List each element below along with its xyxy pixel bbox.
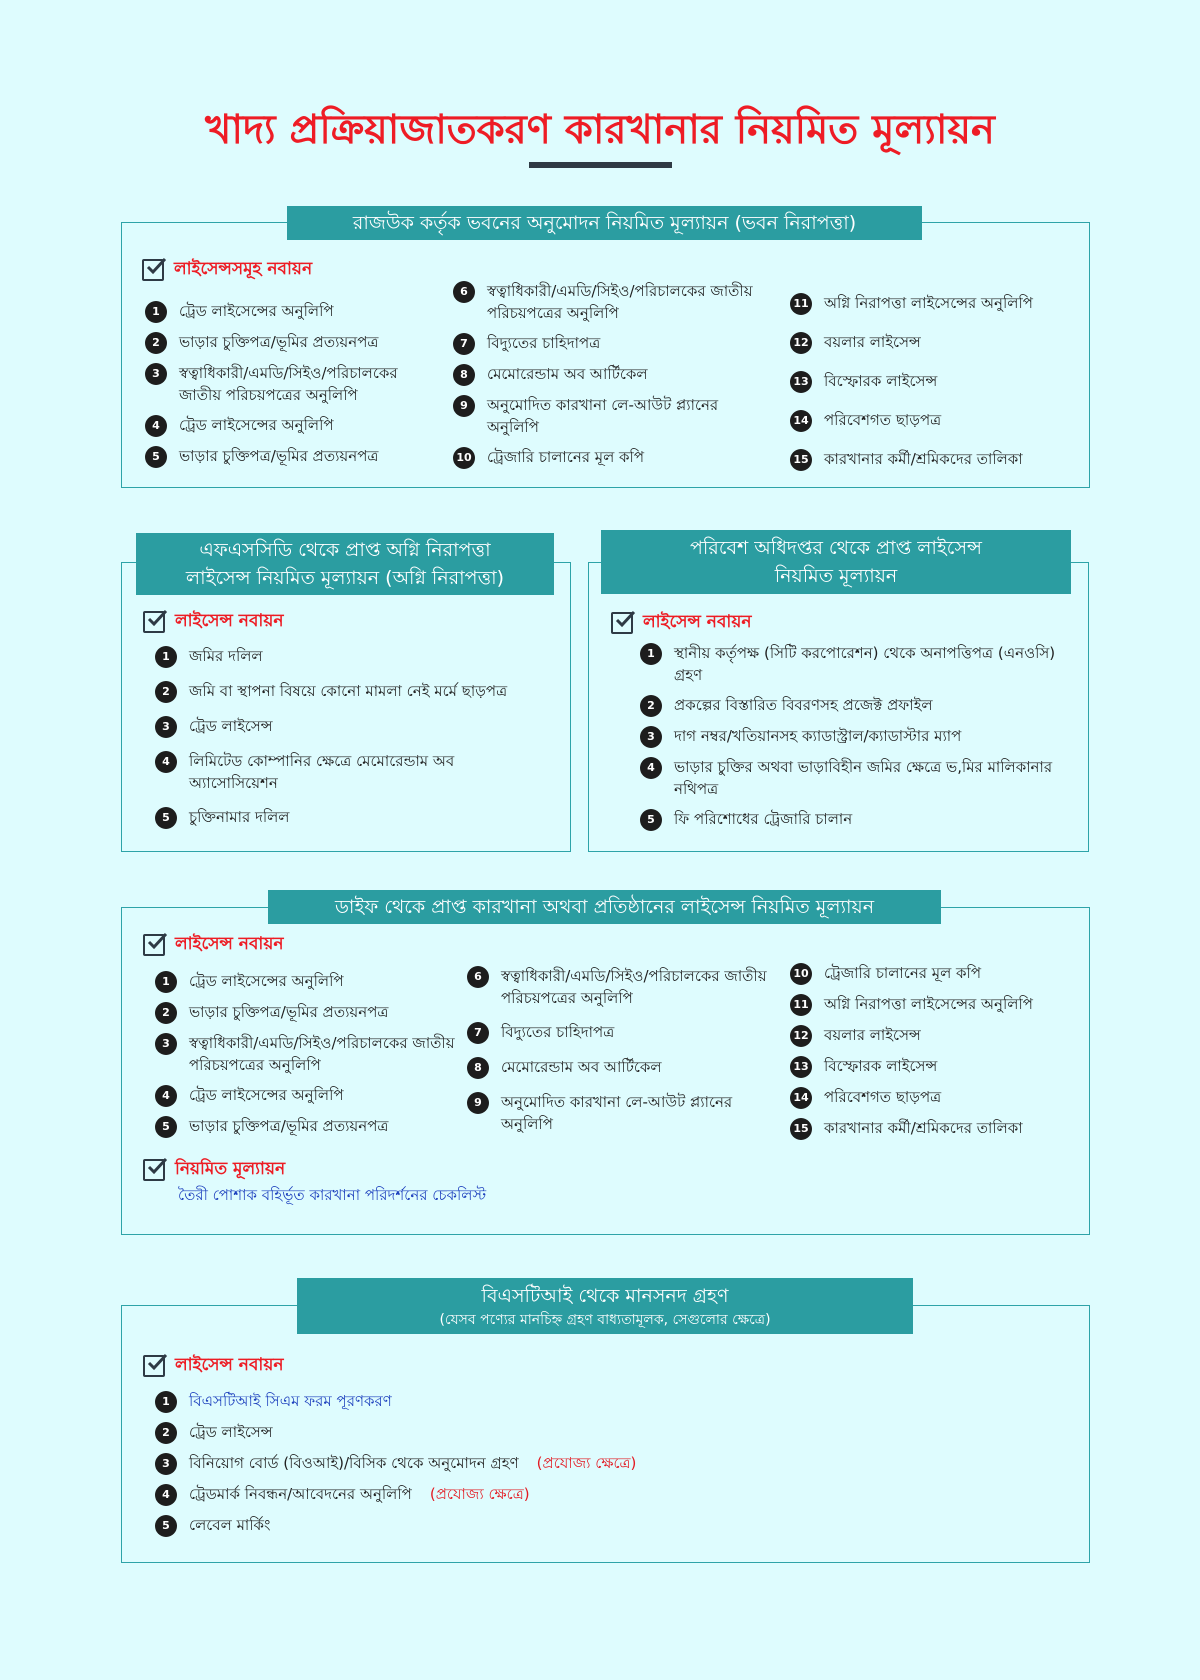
number-badge: 10 [790,963,812,985]
list-item [790,292,1080,315]
list-item [790,448,1080,471]
number-badge: 1 [145,301,167,323]
item-text: স্বত্বাধিকারী/এমডি/সিইও/পরিচালকের জাতীয় পরিচয়পত্রের অনুলিপি [189,1034,455,1074]
checklist-header [142,256,312,284]
number-badge: 15 [790,449,812,471]
item-text: মেমোরেন্ডাম অব আর্টিকেল [501,1058,662,1076]
item-text: ট্রেডমার্ক নিবন্ধন/আবেদনের অনুলিপি [189,1485,412,1503]
number-badge: 12 [790,1025,812,1047]
number-badge: 4 [640,757,662,779]
list-item [453,394,753,438]
item-text: ট্রেজারি চালানের মূল কপি [824,964,982,982]
number-badge: 2 [155,1002,177,1024]
item-text: বিদ্যুতের চাহিদাপত্র [487,334,601,352]
number-badge: 3 [155,1033,177,1055]
item-text: ট্রেড লাইসেন্সের অনুলিপি [179,302,334,320]
number-badge: 4 [155,1085,177,1107]
list-item [155,1115,455,1138]
item-text: জমির দলিল [189,647,263,665]
list-item [467,1021,767,1044]
list-item [155,1032,455,1076]
checkbox-icon [143,1355,165,1377]
item-text: বিনিয়োগ বোর্ড (বিওআই)/বিসিক থেকে অনুমোদন গ্রহণ [189,1454,519,1472]
checklist-header [143,1352,284,1380]
list-item [155,680,560,703]
number-badge: 1 [155,971,177,993]
number-badge: 5 [155,807,177,829]
list-item [155,1483,755,1506]
list-item [467,1056,767,1079]
item-list [640,642,1060,839]
item-text: স্থানীয় কর্তৃপক্ষ (সিটি করপোরেশন) থেকে অনাপত্তিপত্র (এনওসি) গ্রহণ [674,644,1056,684]
item-list [790,292,1080,479]
list-item [640,808,1060,831]
list-item [790,331,1080,354]
list-item [467,965,767,1009]
section-banner [136,533,554,595]
item-text: লিমিটেড কোম্পানির ক্ষেত্রে মেমোরেন্ডাম অব অ্যাসোসিয়েশন [189,752,455,792]
list-item [640,756,1060,800]
number-badge: 10 [453,447,475,469]
list-item [790,1086,1080,1109]
item-text: ট্রেড লাইসেন্সের অনুলিপি [189,972,344,990]
list-item [145,414,435,437]
section-banner: রাজউক কর্তৃক ভবনের অনুমোদন নিয়মিত মূল্যায়ন (ভবন নিরাপত্তা) [287,206,922,240]
checklist-label: লাইসেন্স নবায়ন [643,612,752,632]
list-item [145,445,435,468]
item-text: দাগ নম্বর/খতিয়ানসহ ক্যাডাস্ট্রাল/ক্যাডাস্টার ম্যাপ [674,727,962,745]
list-item [453,363,753,386]
list-item [155,970,455,993]
list-item [640,725,1060,748]
item-list [453,280,753,477]
item-text: বয়লার লাইসেন্স [824,333,921,351]
number-badge: 11 [790,994,812,1016]
item-text: প্রকল্পের বিস্তারিত বিবরণসহ প্রজেক্ট প্রফাইল [674,696,933,714]
number-badge: 5 [155,1116,177,1138]
banner-line: নিয়মিত মূল্যায়ন [774,565,898,587]
checkbox-icon [143,1159,165,1181]
item-text: ট্রেজারি চালানের মূল কপি [487,448,645,466]
number-badge: 3 [155,1453,177,1475]
list-item [453,446,753,469]
number-badge: 5 [145,446,167,468]
item-text: ট্রেড লাইসেন্স [189,1423,273,1441]
banner-subtitle: (যেসব পণ্যের মানচিহ্ন গ্রহণ বাধ্যতামূলক, সেগুলোর ক্ষেত্রে) [439,1312,771,1328]
list-item [790,962,1080,985]
number-badge: 8 [453,364,475,386]
list-item [640,694,1060,717]
item-text: কারখানার কর্মী/শ্রমিকদের তালিকা [824,450,1023,468]
item-text: স্বত্বাধিকারী/এমডি/সিইও/পরিচালকের জাতীয় পরিচয়পত্রের অনুলিপি [179,364,398,404]
banner-line: লাইসেন্স নিয়মিত মূল্যায়ন (অগ্নি নিরাপত্তা) [185,567,505,589]
checkbox-icon [143,934,165,956]
number-badge: 1 [155,1391,177,1413]
list-item [155,1421,755,1444]
number-badge: 14 [790,1087,812,1109]
section-banner: ডাইফ থেকে প্রাপ্ত কারখানা অথবা প্রতিষ্ঠানের লাইসেন্স নিয়মিত মূল্যায়ন [268,890,941,924]
list-item [155,1452,755,1475]
number-badge: 1 [155,646,177,668]
list-item [453,280,753,324]
item-text: জমি বা স্থাপনা বিষয়ে কোনো মামলা নেই মর্মে ছাড়পত্র [189,682,508,700]
checklist-label: লাইসেন্স নবায়ন [175,1355,284,1375]
list-item [790,1024,1080,1047]
list-item [453,332,753,355]
number-badge: 9 [467,1092,489,1114]
item-text: স্বত্বাধিকারী/এমডি/সিইও/পরিচালকের জাতীয় পরিচয়পত্রের অনুলিপি [487,282,753,322]
item-text: ভাড়ার চুক্তিপত্র/ভূমির প্রত্যয়নপত্র [179,333,379,351]
item-list [467,965,767,1143]
number-badge: 3 [155,716,177,738]
item-text: কারখানার কর্মী/শ্রমিকদের তালিকা [824,1119,1023,1137]
item-text: পরিবেশগত ছাড়পত্র [824,1088,942,1106]
page-title: খাদ্য প্রক্রিয়াজাতকরণ কারখানার নিয়মিত মূল্যায়ন [205,107,995,153]
item-text: বয়লার লাইসেন্স [824,1026,921,1044]
number-badge: 13 [790,1056,812,1078]
list-item [145,362,435,406]
item-text: ফি পরিশোধের ট্রেজারি চালান [674,810,853,828]
list-item [155,645,560,668]
section-banner [601,530,1071,594]
list-item [145,300,435,323]
list-item [155,1084,455,1107]
number-badge: 5 [640,809,662,831]
list-item [155,806,560,829]
item-text: ট্রেড লাইসেন্সের অনুলিপি [179,416,334,434]
checklist-label: লাইসেন্সসমূহ নবায়ন [174,259,313,279]
item-text: অনুমোদিত কারখানা লে-আউট প্ল্যানের অনুলিপি [487,396,719,436]
number-badge: 7 [453,333,475,355]
item-note: (প্রযোজ্য ক্ষেত্রে) [429,1485,530,1503]
item-text: ভাড়ার চুক্তির অথবা ভাড়াবিহীন জমির ক্ষেত্রে ভ‚মির মালিকানার নথিপত্র [674,758,1053,798]
list-item [145,331,435,354]
item-text: ভাড়ার চুক্তিপত্র/ভূমির প্রত্যয়নপত্র [189,1003,389,1021]
number-badge: 8 [467,1057,489,1079]
number-badge: 1 [640,643,662,665]
item-text: বিস্ফোরক লাইসেন্স [824,372,938,390]
item-text: বিএসটিআই সিএম ফরম পূরণকরণ [189,1392,392,1410]
number-badge: 4 [155,1484,177,1506]
title-underline [529,162,672,168]
list-item [155,1001,455,1024]
checklist-header [143,1156,285,1184]
banner-line: পরিবেশ অধিদপ্তর থেকে প্রাপ্ত লাইসেন্স [690,537,982,559]
item-note: (প্রযোজ্য ক্ষেত্রে) [536,1454,637,1472]
number-badge: 7 [467,1022,489,1044]
number-badge: 2 [640,695,662,717]
number-badge: 6 [453,281,475,303]
checklist-header [143,608,284,636]
checklist-header [143,931,284,959]
item-list [790,962,1080,1148]
item-text: ট্রেড লাইসেন্স [189,717,273,735]
item-text: অগ্নি নিরাপত্তা লাইসেন্সের অনুলিপি [824,294,1033,312]
item-text: অনুমোদিত কারখানা লে-আউট প্ল্যানের অনুলিপি [501,1093,733,1133]
checkbox-icon [142,259,164,281]
number-badge: 11 [790,293,812,315]
list-item [790,1055,1080,1078]
checklist-header [611,609,752,637]
banner-line: বিএসটিআই থেকে মানসনদ গ্রহণ [481,1285,729,1307]
number-badge: 13 [790,371,812,393]
number-badge: 9 [453,395,475,417]
item-text: ট্রেড লাইসেন্সের অনুলিপি [189,1086,344,1104]
number-badge: 12 [790,332,812,354]
item-text: ভাড়ার চুক্তিপত্র/ভূমির প্রত্যয়নপত্র [189,1117,389,1135]
number-badge: 2 [145,332,167,354]
list-item [155,750,560,794]
checkbox-icon [611,612,633,634]
number-badge: 2 [155,1422,177,1444]
list-item [640,642,1060,686]
checkbox-icon [143,611,165,633]
item-text: বিদ্যুতের চাহিদাপত্র [501,1023,615,1041]
number-badge: 14 [790,410,812,432]
checklist-label: লাইসেন্স নবায়ন [175,611,284,631]
item-list [155,970,455,1146]
number-badge: 4 [145,415,167,437]
list-item [467,1091,767,1135]
checklist-label: নিয়মিত মূল্যায়ন [175,1159,286,1179]
item-text: চুক্তিনামার দলিল [189,808,290,826]
number-badge: 2 [155,681,177,703]
number-badge: 6 [467,966,489,988]
number-badge: 5 [155,1515,177,1537]
item-list [155,1390,755,1545]
list-item [790,409,1080,432]
item-list [145,300,435,476]
list-item [155,1390,755,1413]
list-item [155,715,560,738]
item-text: স্বত্বাধিকারী/এমডি/সিইও/পরিচালকের জাতীয় পরিচয়পত্রের অনুলিপি [501,967,767,1007]
item-text: লেবেল মার্কিং [189,1516,271,1534]
item-text: পরিবেশগত ছাড়পত্র [824,411,942,429]
number-badge: 4 [155,751,177,773]
list-item [790,993,1080,1016]
item-text: বিস্ফোরক লাইসেন্স [824,1057,938,1075]
list-item [790,1117,1080,1140]
item-text: মেমোরেন্ডাম অব আর্টিকেল [487,365,648,383]
item-text: ভাড়ার চুক্তিপত্র/ভূমির প্রত্যয়নপত্র [179,447,379,465]
number-badge: 3 [640,726,662,748]
item-list [155,645,560,837]
item-text: অগ্নি নিরাপত্তা লাইসেন্সের অনুলিপি [824,995,1033,1013]
checklist-note: তৈরী পোশাক বহির্ভূত কারখানা পরিদর্শনের চেকলিস্ট [178,1186,487,1204]
list-item [790,370,1080,393]
section-banner [297,1278,913,1334]
list-item [155,1514,755,1537]
banner-line: এফএসসিডি থেকে প্রাপ্ত অগ্নি নিরাপত্তা [199,539,491,561]
number-badge: 15 [790,1118,812,1140]
number-badge: 3 [145,363,167,385]
checklist-label: লাইসেন্স নবায়ন [175,934,284,954]
